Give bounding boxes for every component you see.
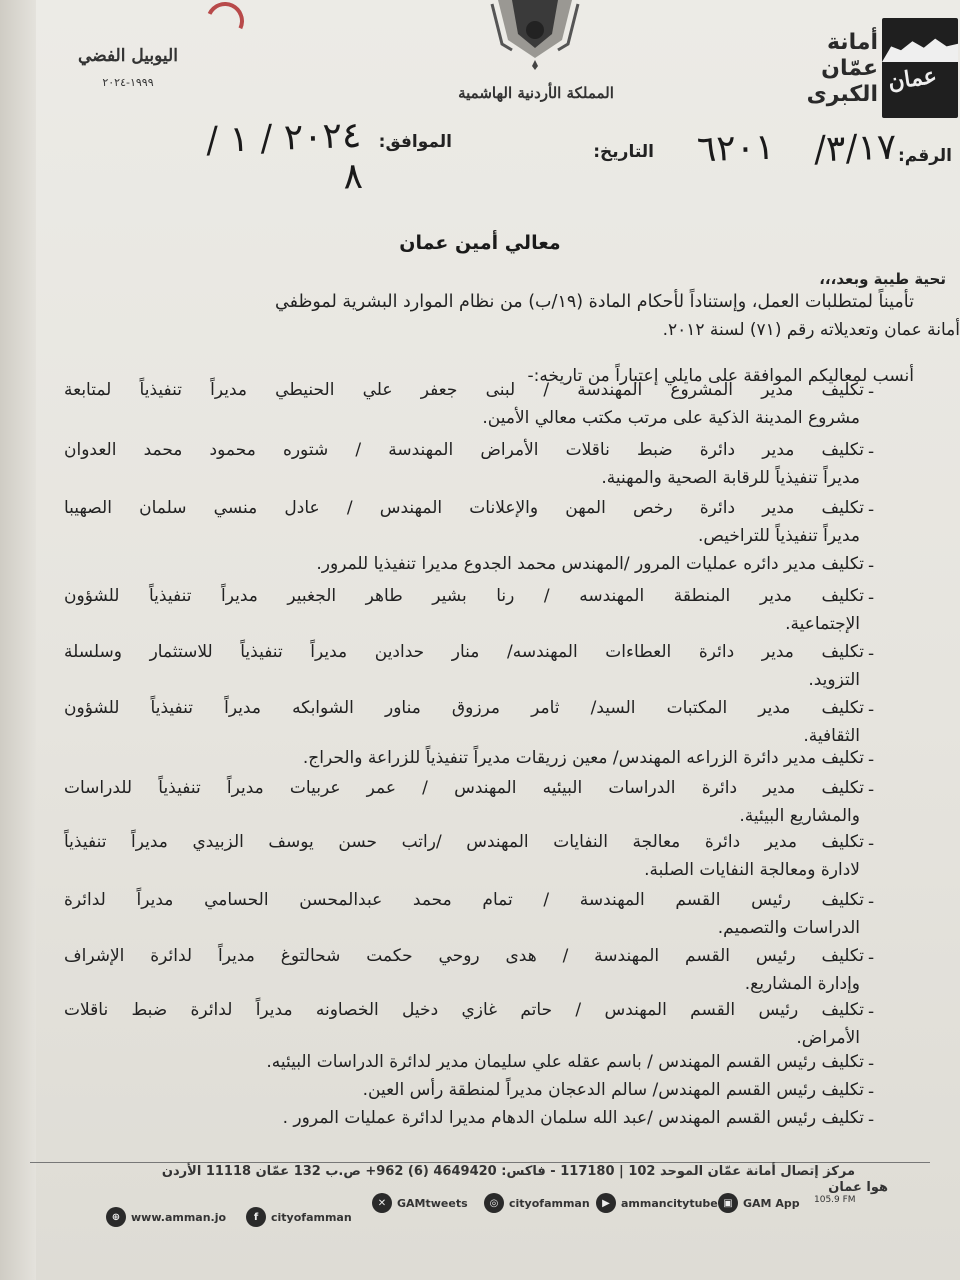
assignment-item-continuation: الثقافية. <box>803 726 860 746</box>
date-value: ٦٢٠١ <box>695 126 775 171</box>
social-link[interactable] <box>596 1192 718 1214</box>
list-bullet: - <box>868 1002 875 1022</box>
web-icon: ⊕ <box>106 1207 126 1227</box>
corresponding-label: الموافق: <box>378 132 452 152</box>
crescent-icon <box>201 0 250 45</box>
reference-row <box>180 114 960 198</box>
assignment-item: تكليف رئيس القسم المهندسة / تمام محمد عبدالمحسن الحسامي مديراً لدائرة <box>64 890 864 910</box>
social-label: cityofamman <box>271 1210 352 1224</box>
brand-line-2: عمّان <box>821 56 878 81</box>
list-bullet: - <box>868 1054 875 1074</box>
assignment-item-continuation: الأمراض. <box>796 1028 860 1048</box>
list-bullet: - <box>868 382 875 402</box>
radio-logo <box>814 1180 888 1220</box>
assignment-item: تكليف رئيس القسم المهندس / باسم عقله علي سليمان مدير لدائرة الدراسات البيئيه. <box>266 1052 864 1072</box>
assignment-item: تكليف مدير دائرة معالجة النفايات المهندس /راتب حسن يوسف الزبيدي مديراً تنفيذياً <box>64 832 864 852</box>
radio-label: هوا عمان <box>828 1180 888 1195</box>
assignment-item: تكليف مدير المكتبات السيد/ ثامر مرزوق مناور الشوابكه مديراً تنفيذياً للشؤون <box>64 698 864 718</box>
gam-logo-tile <box>882 18 958 118</box>
assignment-item: تكليف مدير دائرة الدراسات البيئيه المهندس / عمر عربيات مديراً تنفيذياً للدراسات <box>64 778 864 798</box>
footer-contact: مركز إتصال أمانة عمّان الموحد 102 | 117180 - فاكس: 4649420 (6) 962+ ص.ب 132 عمّان 11118 الأردن <box>161 1164 855 1179</box>
assignment-item: تكليف رئيس القسم المهندس/ سالم الدعجان مديراً لمنطقة رأس العين. <box>362 1080 864 1100</box>
list-bullet: - <box>868 1082 875 1102</box>
coat-of-arms-icon <box>488 0 582 70</box>
social-link[interactable] <box>106 1206 226 1228</box>
jubilee-mark: اليوبيل الفضي <box>78 46 178 66</box>
assignment-item-continuation: لادارة ومعالجة النفايات الصلبة. <box>644 860 860 880</box>
assignment-item: تكليف رئيس القسم المهندسة / هدى روحي حكمت شحالتوغ مديراً لدائرة الإشراف <box>64 946 864 966</box>
social-label: GAMtweets <box>397 1196 468 1210</box>
social-link[interactable] <box>246 1206 352 1228</box>
silver-jubilee-logo <box>78 0 178 96</box>
gam-app-icon: ▣ <box>718 1193 738 1213</box>
number-value: ٣/١٧/ <box>813 126 897 171</box>
assignment-item-continuation: الإجتماعية. <box>785 614 860 634</box>
facebook-icon: f <box>246 1207 266 1227</box>
intro-line-2: أمانة عمان وتعديلاته رقم (٧١) لسنة ٢٠١٢. <box>662 320 960 340</box>
date-label: التاريخ: <box>593 142 654 162</box>
letter-title: معالي أمين عمان <box>399 232 561 254</box>
youtube-icon: ▶ <box>596 1193 616 1213</box>
list-bullet: - <box>868 556 875 576</box>
list-bullet: - <box>868 700 875 720</box>
gam-logo-tile-text: عمان <box>886 62 939 96</box>
list-bullet: - <box>868 750 875 770</box>
footer-divider <box>30 1162 930 1163</box>
social-label: GAM App <box>743 1196 800 1210</box>
assignment-item-continuation: وإدارة المشاريع. <box>744 974 860 994</box>
greeting: تحية طيبة وبعد،،، <box>819 270 946 288</box>
assignment-item-continuation: التزويد. <box>808 670 860 690</box>
list-bullet: - <box>868 892 875 912</box>
assignment-item: تكليف مدير دائرة رخص المهن والإعلانات المهندس / عادل منسي سلمان الصهيبا <box>64 498 864 518</box>
assignment-item-continuation: مشروع المدينة الذكية على مرتب مكتب معالي الأمين. <box>482 408 860 428</box>
gam-logo <box>808 18 958 118</box>
gam-logo-text <box>807 30 878 108</box>
instagram-icon: ◎ <box>484 1193 504 1213</box>
list-bullet: - <box>868 644 875 664</box>
assignment-item-continuation: مديراً تنفيذياً للرقابة الصحية والمهنية. <box>601 468 860 488</box>
assignment-item: تكليف مدير دائرة ضبط ناقلات الأمراض المهندسة / شتوره محمود محمد العدوان <box>64 440 864 460</box>
list-bullet: - <box>868 834 875 854</box>
assignment-item-continuation: والمشاريع البيئية. <box>739 806 860 826</box>
kingdom-name: المملكة الأردنية الهاشمية <box>458 84 614 102</box>
jubilee-years: ١٩٩٩-٢٠٢٤ <box>102 76 154 89</box>
social-label: cityofamman <box>509 1196 590 1210</box>
social-label: www.amman.jo <box>131 1210 227 1224</box>
intro-line-1: تأميناً لمتطلبات العمل، وإستناداً لأحكام المادة (١٩/ب) من نظام الموارد البشرية لموظفي <box>275 292 914 312</box>
radio-frequency: 105.9 FM <box>814 1195 856 1205</box>
assignment-item: تكليف مدير دائرة الزراعه المهندس/ معين زريقات مديراً تنفيذياً للزراعة والحراج. <box>302 748 864 768</box>
list-bullet: - <box>868 500 875 520</box>
assignment-item: تكليف رئيس القسم المهندس / حاتم غازي دخيل الخصاونه مديراً لدائرة ضبط ناقلات <box>64 1000 864 1020</box>
assignment-item: تكليف مدير المشروع المهندسة / لبنى جعفر علي الحنيطي مديراً تنفيذياً لمتابعة <box>64 380 864 400</box>
brand-line-3: الكبرى <box>806 82 878 107</box>
list-bullet: - <box>868 948 875 968</box>
corresponding-value: ٢٠٢٤ / ١ / ٨ <box>205 114 364 198</box>
assignment-item-continuation: مديراً تنفيذياً للتراخيص. <box>697 526 860 546</box>
recommendation: أنسب لمعاليكم الموافقة على مايلي إعتباراً من تاريخه:- <box>527 366 914 386</box>
assignment-item: تكليف مدير دائره عمليات المرور /المهندس محمد الجدوع مديرا تنفيذيا للمرور. <box>316 554 864 574</box>
assignment-item: تكليف رئيس القسم المهندس /عبد الله سلمان الدهام مديرا لدائرة عمليات المرور . <box>282 1108 864 1128</box>
assignment-item: تكليف مدير دائرة العطاءات المهندسه/ منار حدادين مديراً تنفيذياً للاستثمار وسلسلة <box>64 642 864 662</box>
assignment-item: تكليف مدير المنطقة المهندسه / رنا بشير طاهر الجغبير مديراً تنفيذياً للشؤون <box>64 586 864 606</box>
list-bullet: - <box>868 442 875 462</box>
list-bullet: - <box>868 588 875 608</box>
x-icon: ✕ <box>372 1193 392 1213</box>
social-label: ammancitytube <box>621 1196 718 1210</box>
list-bullet: - <box>868 1110 875 1130</box>
brand-line-1: أمانة <box>826 30 878 55</box>
social-link[interactable] <box>372 1192 468 1214</box>
social-link[interactable] <box>718 1192 800 1214</box>
list-bullet: - <box>868 780 875 800</box>
social-link[interactable] <box>484 1192 590 1214</box>
assignment-item-continuation: الدراسات والتصميم. <box>717 918 860 938</box>
number-label: الرقم: <box>897 146 952 166</box>
